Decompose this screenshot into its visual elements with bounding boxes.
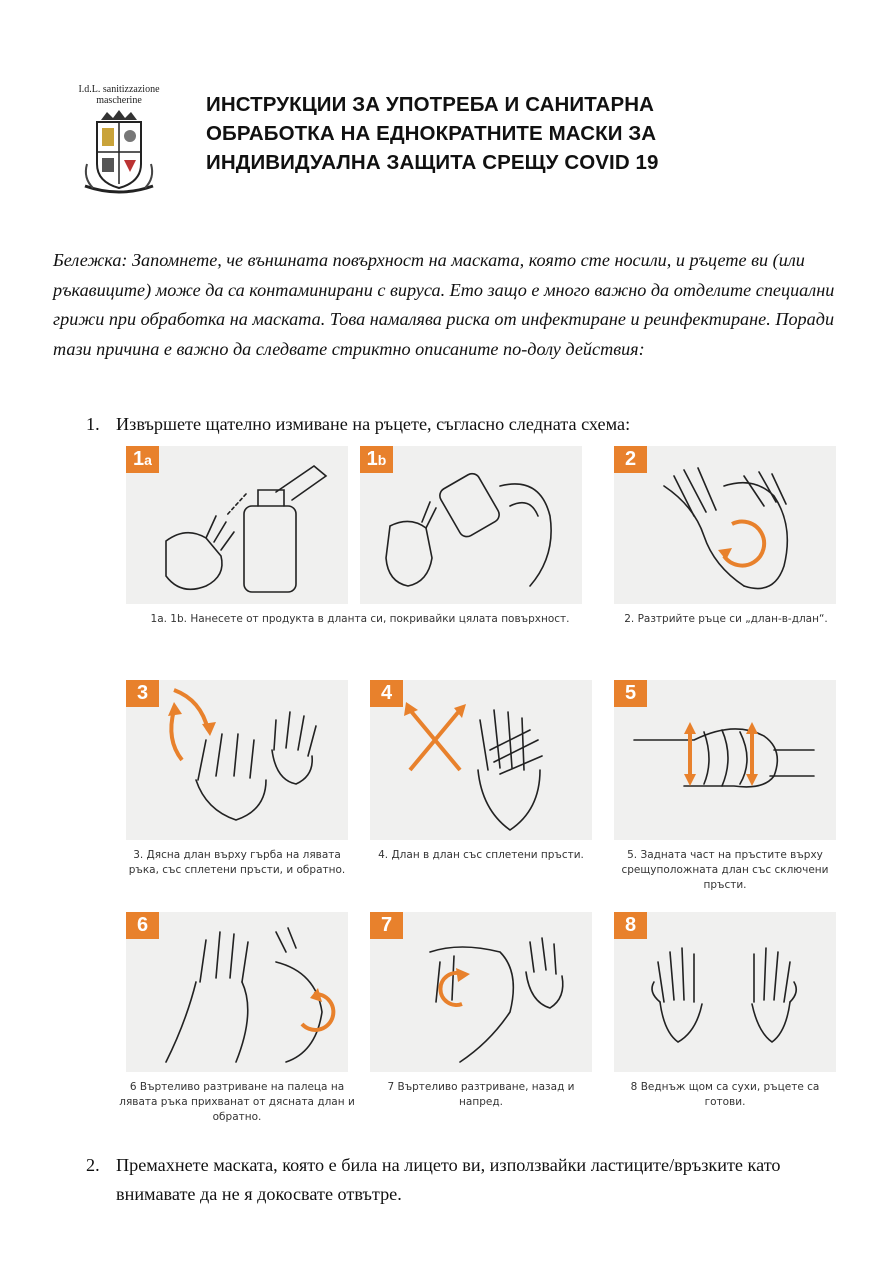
interlocked-fingers-illustration-icon <box>614 680 836 840</box>
badge-8-number: 8 <box>624 914 637 936</box>
step-2-number: 2. <box>86 1155 100 1175</box>
step-2 <box>86 1151 866 1211</box>
clean-hands-illustration-icon <box>614 912 836 1072</box>
step-badge-3 <box>126 680 159 707</box>
hand-bottle-illustration-icon <box>360 446 582 604</box>
caption-3: 3. Дясна длан върху гърба на лявата ръка, със сплетени пръсти, и обратно. <box>128 849 346 876</box>
hand-dispenser-illustration-icon <box>126 446 348 604</box>
fingertips-rotation-illustration-icon <box>370 912 592 1072</box>
step-badge-8 <box>614 912 647 939</box>
caption-7: 7 Въртеливо разтриване, назад и напред. <box>387 1081 575 1108</box>
logo-org-line1: I.d.L. sanitizzazione <box>78 84 160 95</box>
thumb-rotation-illustration-icon <box>126 912 348 1072</box>
step-badge-1a <box>126 446 159 473</box>
step-1 <box>86 410 866 440</box>
badge-3-number: 3 <box>136 682 149 704</box>
badge-1a-number: 1 <box>133 448 145 470</box>
step-badge-2 <box>614 446 647 473</box>
title-line-1: ИНСТРУКЦИИ ЗА УПОТРЕБА И САНИТАРНА <box>206 93 655 116</box>
caption-2: 2. Разтрийте ръце си „длан-в-длан“. <box>624 613 828 625</box>
caption-1ab: 1a. 1b. Нанесете от продукта в дланта си, покривайки цялата повърхност. <box>150 613 570 625</box>
interlaced-fingers-illustration-icon <box>370 680 592 840</box>
note-paragraph: Бележка: Запомнете, че външната повърхност на маската, която сте носили, и ръцете ви (или ръкавиците) може да са контаминирани с вируса. Ето защо е много важно да отделите специални грижи при обработка на маската. Това намалява риска от инфектиране и реинфектиране. Поради тази причина е важно да следвате стриктно описаните по-долу действия: <box>53 250 835 359</box>
badge-1a-sub: a <box>144 452 152 468</box>
panel-1a <box>126 446 348 604</box>
document-title <box>206 90 806 177</box>
panel-5 <box>614 680 836 840</box>
panel-3 <box>126 680 348 840</box>
badge-1b-number: 1 <box>366 448 378 470</box>
title-line-3: ИНДИВИДУАЛНА ЗАЩИТА СРЕЩУ COVID 19 <box>206 151 659 174</box>
badge-5-number: 5 <box>624 682 637 704</box>
badge-1b-sub: b <box>377 452 387 468</box>
panel-4 <box>370 680 592 840</box>
step-badge-7 <box>370 912 403 939</box>
step-1-number: 1. <box>86 414 100 434</box>
caption-6: 6 Въртеливо разтриване на палеца на лявата ръка прихванат от дясната длан и обратно. <box>119 1081 355 1123</box>
panel-6 <box>126 912 348 1072</box>
panel-2 <box>614 446 836 604</box>
panel-7 <box>370 912 592 1072</box>
step-badge-6 <box>126 912 159 939</box>
badge-7-number: 7 <box>380 914 393 936</box>
palm-to-palm-illustration-icon <box>614 446 836 604</box>
step-badge-5 <box>614 680 647 707</box>
logo-org-line2: mascherine <box>96 95 142 106</box>
step-2-text: Премахнете маската, която е била на лицето ви, използвайки ластиците/връзките като внимавате да не я докосвате отвътре. <box>116 1155 781 1204</box>
badge-2-number: 2 <box>624 448 637 470</box>
step-1-text: Извършете щателно измиване на ръцете, съгласно следната схема: <box>116 414 631 434</box>
panel-1b <box>360 446 582 604</box>
caption-5: 5. Задната част на пръстите върху срещуположната длан със сключени пръсти. <box>621 849 829 891</box>
coat-of-arms-icon <box>79 108 159 194</box>
back-of-hand-illustration-icon <box>126 680 348 840</box>
title-line-2: ОБРАБОТКА НА ЕДНОКРАТНИТЕ МАСКИ ЗА <box>206 122 657 145</box>
panel-8 <box>614 912 836 1072</box>
badge-4-number: 4 <box>380 682 393 704</box>
step-badge-4 <box>370 680 403 707</box>
step-badge-1b <box>360 446 393 473</box>
caption-4: 4. Длан в длан със сплетени пръсти. <box>378 849 584 861</box>
caption-8: 8 Веднъж щом са сухи, ръцете са готови. <box>630 1081 820 1108</box>
organization-logo <box>60 82 178 194</box>
badge-6-number: 6 <box>136 914 149 936</box>
